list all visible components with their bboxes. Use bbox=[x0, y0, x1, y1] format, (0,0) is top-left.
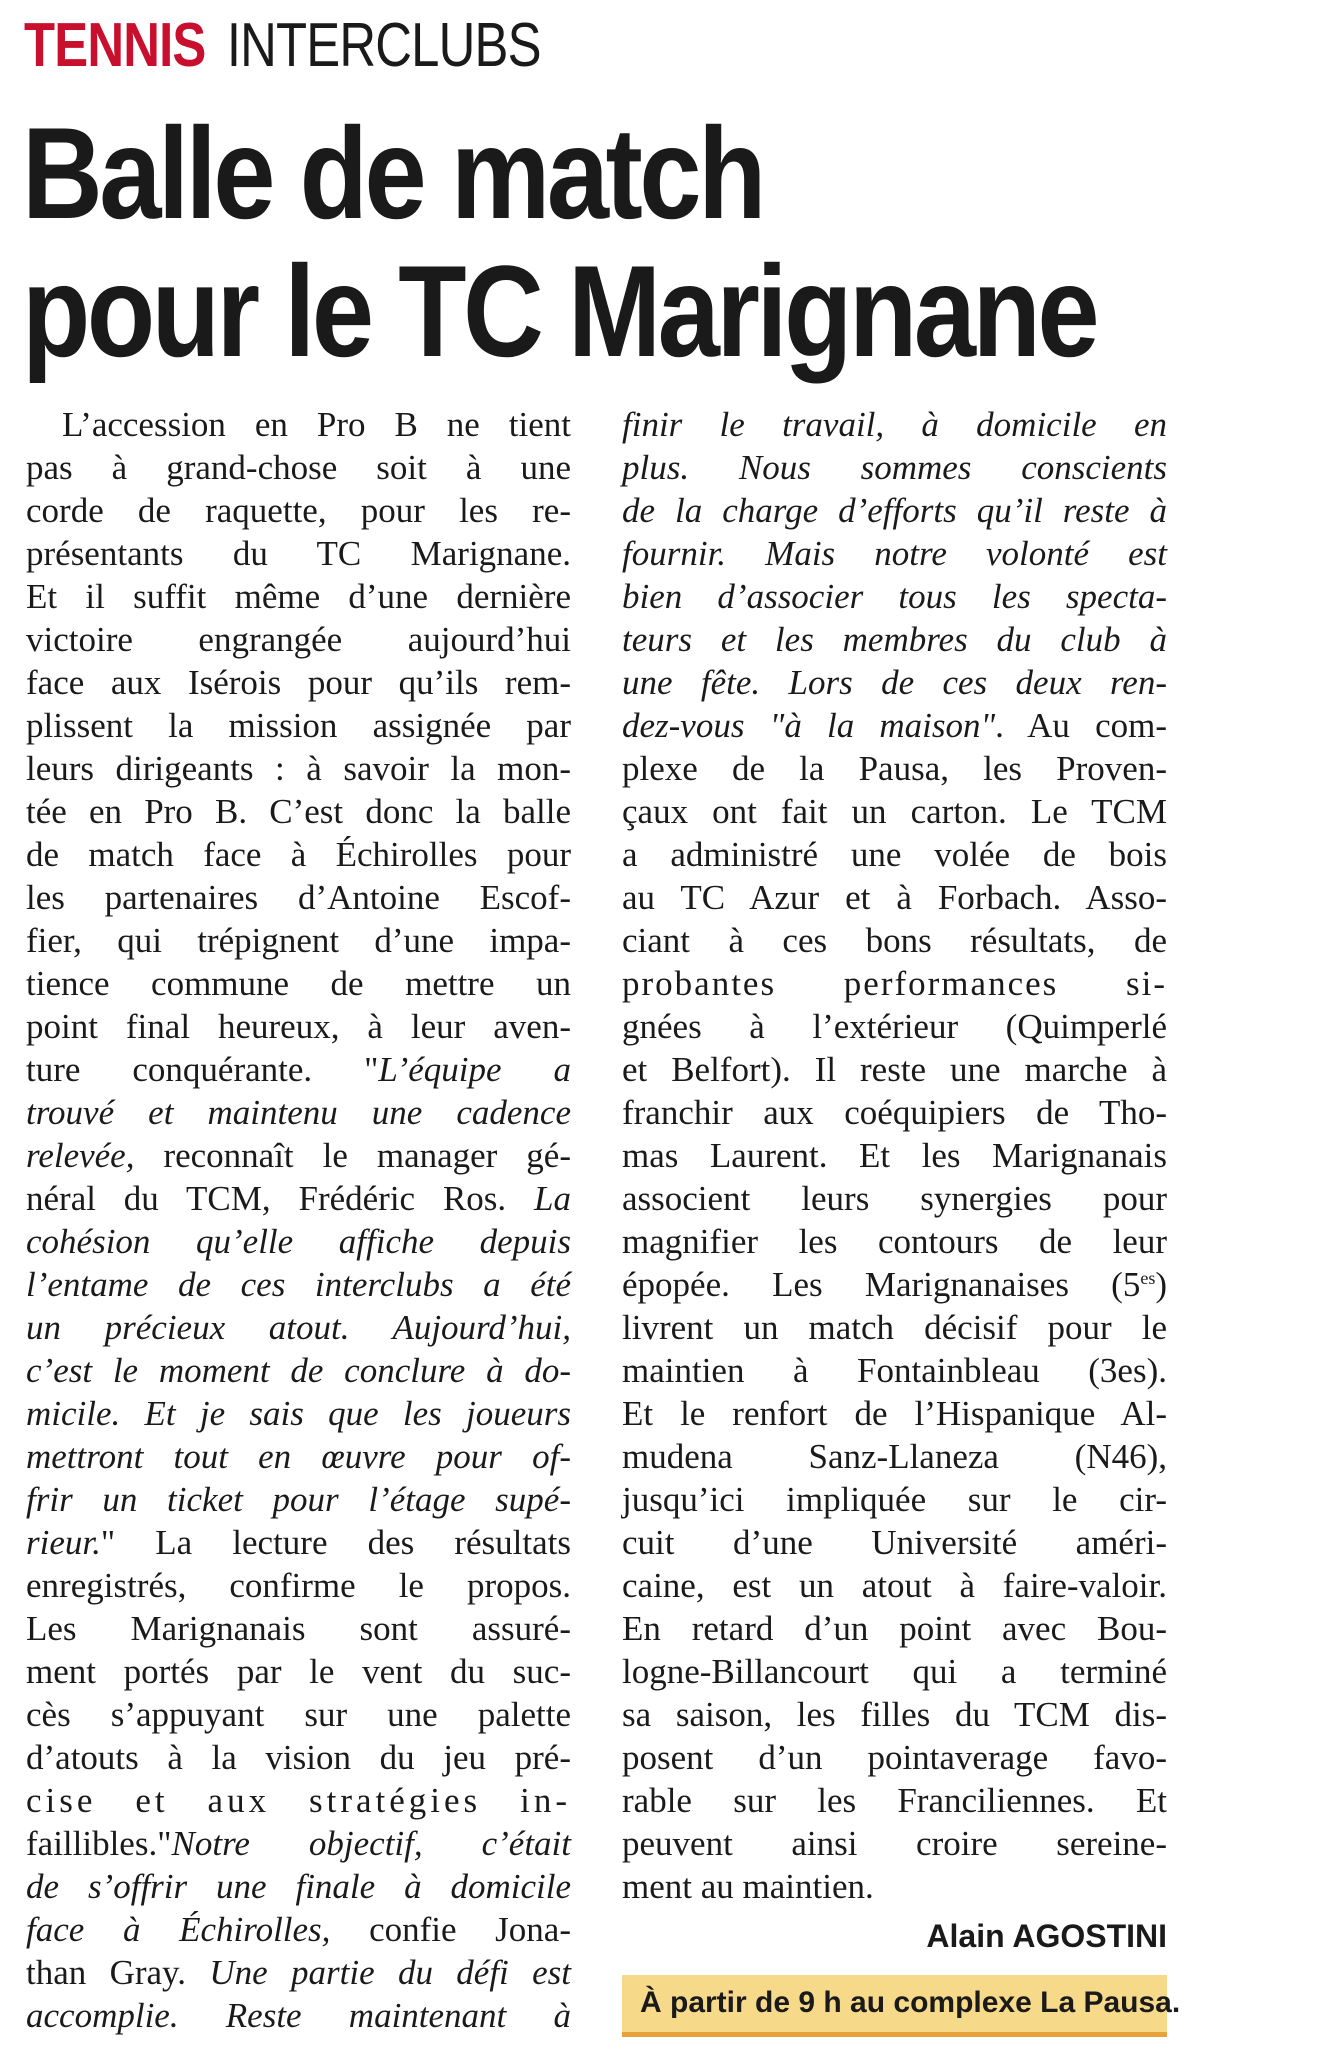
body-line: néral du TCM, Frédéric Ros. La bbox=[26, 1179, 571, 1218]
body-line: ciant à ces bons résultats, de bbox=[622, 921, 1167, 960]
body-line: cise et aux stratégies in- bbox=[26, 1781, 571, 1820]
body-line: tée en Pro B. C’est donc la balle bbox=[26, 792, 571, 831]
body-line: mudena Sanz-Llaneza (N46), bbox=[622, 1437, 1167, 1476]
body-line: mas Laurent. Et les Marignanais bbox=[622, 1136, 1167, 1175]
body-line: pas à grand-chose soit à une bbox=[26, 448, 571, 487]
body-line: de match face à Échirolles pour bbox=[26, 835, 571, 874]
body-line: En retard d’un point avec Bou- bbox=[622, 1609, 1167, 1648]
body-line: face à Échirolles, confie Jona- bbox=[26, 1910, 571, 1949]
body-line: sa saison, les filles du TCM dis- bbox=[622, 1695, 1167, 1734]
body-line: franchir aux coéquipiers de Tho- bbox=[622, 1093, 1167, 1132]
body-line: probantes performances si- bbox=[622, 964, 1167, 1003]
body-line: Et il suffit même d’une dernière bbox=[26, 577, 571, 616]
body-line: présentants du TC Marignane. bbox=[26, 534, 571, 573]
body-line: cès s’appuyant sur une palette bbox=[26, 1695, 571, 1734]
body-line: fournir. Mais notre volonté est bbox=[622, 534, 1167, 573]
body-column-left bbox=[26, 403, 571, 2037]
body-line: gnées à l’extérieur (Quimperlé bbox=[622, 1007, 1167, 1046]
body-line: dez-vous "à la maison". Au com- bbox=[622, 706, 1167, 745]
body-line: L’accession en Pro B ne tient bbox=[62, 405, 571, 444]
body-line: tience commune de mettre un bbox=[26, 964, 571, 1003]
rubric-label: TENNIS bbox=[24, 11, 206, 80]
body-line: rieur." La lecture des résultats bbox=[26, 1523, 571, 1562]
headline-line: Balle de match bbox=[22, 100, 763, 246]
body-line: et Belfort). Il reste une marche à bbox=[622, 1050, 1167, 1089]
body-line: plus. Nous sommes conscients bbox=[622, 448, 1167, 487]
body-line: une fête. Lors de ces deux ren- bbox=[622, 663, 1167, 702]
body-line: a administré une volée de bois bbox=[622, 835, 1167, 874]
body-line: mettront tout en œuvre pour of- bbox=[26, 1437, 571, 1476]
body-column-right bbox=[622, 403, 1167, 1908]
body-line: posent d’un pointaverage favo- bbox=[622, 1738, 1167, 1777]
body-line: relevée, reconnaît le manager gé- bbox=[26, 1136, 571, 1175]
body-line: face aux Isérois pour qu’ils rem- bbox=[26, 663, 571, 702]
body-line: ment au maintien. bbox=[622, 1867, 874, 1906]
body-line: leurs dirigeants : à savoir la mon- bbox=[26, 749, 571, 788]
body-line: un précieux atout. Aujourd’hui, bbox=[26, 1308, 571, 1347]
topic-label: INTERCLUBS bbox=[226, 11, 541, 80]
body-line: corde de raquette, pour les re- bbox=[26, 491, 571, 530]
body-line: rable sur les Franciliennes. Et bbox=[622, 1781, 1167, 1820]
body-line: ment portés par le vent du suc- bbox=[26, 1652, 571, 1691]
body-line: fier, qui trépignent d’une impa- bbox=[26, 921, 571, 960]
body-line: c’est le moment de conclure à do- bbox=[26, 1351, 571, 1390]
body-line: point final heureux, à leur aven- bbox=[26, 1007, 571, 1046]
body-line: épopée. Les Marignanaises $(5^{es})$ bbox=[622, 1265, 1167, 1304]
body-line: les partenaires d’Antoine Escof- bbox=[26, 878, 571, 917]
body-line: bien d’associer tous les specta- bbox=[622, 577, 1167, 616]
body-line: faillibles."Notre objectif, c’était bbox=[26, 1824, 571, 1863]
body-line: livrent un match décisif pour le bbox=[622, 1308, 1167, 1347]
body-line: l’entame de ces interclubs a été bbox=[26, 1265, 571, 1304]
body-line: logne-Billancourt qui a terminé bbox=[622, 1652, 1167, 1691]
body-line: micile. Et je sais que les joueurs bbox=[26, 1394, 571, 1433]
body-line: jusqu’ici impliquée sur le cir- bbox=[622, 1480, 1167, 1519]
body-line: finir le travail, à domicile en bbox=[622, 405, 1167, 444]
body-line: teurs et les membres du club à bbox=[622, 620, 1167, 659]
body-line: cohésion qu’elle affiche depuis bbox=[26, 1222, 571, 1261]
article-kicker bbox=[24, 8, 541, 84]
body-line: cuit d’une Université améri- bbox=[622, 1523, 1167, 1562]
author-byline: Alain AGOSTINI bbox=[926, 1918, 1167, 1954]
body-line: accomplie. Reste maintenant à bbox=[26, 1996, 571, 2035]
body-line: au TC Azur et à Forbach. Asso- bbox=[622, 878, 1167, 917]
body-line: maintien à Fontainbleau (3es). bbox=[622, 1351, 1167, 1390]
headline-line: pour le TC Marignane bbox=[22, 238, 1097, 384]
body-line: de s’offrir une finale à domicile bbox=[26, 1867, 571, 1906]
body-line: Et le renfort de l’Hispanique Al- bbox=[622, 1394, 1167, 1433]
body-line: trouvé et maintenu une cadence bbox=[26, 1093, 571, 1132]
body-line: enregistrés, confirme le propos. bbox=[26, 1566, 571, 1605]
body-line: de la charge d’efforts qu’il reste à bbox=[622, 491, 1167, 530]
body-line: plexe de la Pausa, les Proven- bbox=[622, 749, 1167, 788]
body-line: frir un ticket pour l’étage supé- bbox=[26, 1480, 571, 1519]
body-line: peuvent ainsi croire sereine- bbox=[622, 1824, 1167, 1863]
body-line: ture conquérante. "L’équipe a bbox=[26, 1050, 571, 1089]
body-line: caine, est un atout à faire-valoir. bbox=[622, 1566, 1167, 1605]
info-box: À partir de 9 h au complexe La Pausa. bbox=[622, 1975, 1167, 2037]
body-line: çaux ont fait un carton. Le TCM bbox=[622, 792, 1167, 831]
body-line: Les Marignanais sont assuré- bbox=[26, 1609, 571, 1648]
body-line: plissent la mission assignée par bbox=[26, 706, 571, 745]
body-line: associent leurs synergies pour bbox=[622, 1179, 1167, 1218]
body-line: d’atouts à la vision du jeu pré- bbox=[26, 1738, 571, 1777]
body-line: victoire engrangée aujourd’hui bbox=[26, 620, 571, 659]
headline bbox=[22, 100, 1097, 384]
body-line: than Gray. Une partie du défi est bbox=[26, 1953, 571, 1992]
body-line: magnifier les contours de leur bbox=[622, 1222, 1167, 1261]
